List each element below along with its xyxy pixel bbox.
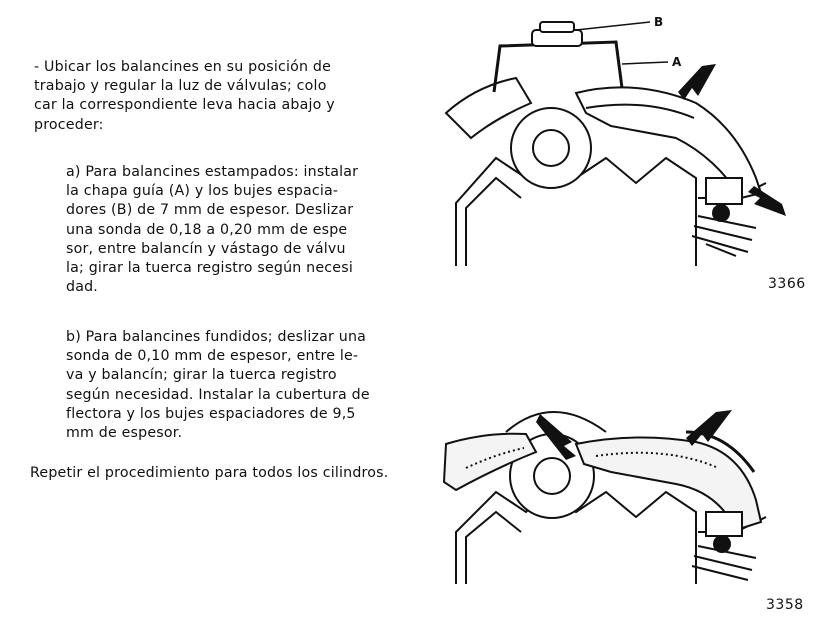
item-b-line-6: mm de espesor. bbox=[66, 425, 183, 442]
item-b-line-1: b) Para balancines fundidos; deslizar una bbox=[66, 329, 367, 345]
item-a-line-3: dores (B) de 7 mm de espesor. Deslizar bbox=[66, 202, 354, 219]
figure-3358-illustration bbox=[436, 372, 796, 588]
intro-line-3: car la correspondiente leva hacia abajo y bbox=[34, 97, 335, 114]
label-a: A bbox=[672, 55, 682, 69]
pointer-arrow-lower bbox=[748, 186, 786, 216]
label-b: B bbox=[654, 15, 664, 29]
item-a-line-6: la; girar la tuerca registro según necesi bbox=[66, 260, 353, 277]
item-b-line-5: flectora y los bujes espaciadores de 9,5 bbox=[66, 405, 356, 422]
item-b-line-3: va y balancín; girar la tuerca registro bbox=[66, 367, 337, 384]
item-a-paragraph bbox=[66, 163, 416, 297]
item-a-line-7: dad. bbox=[66, 279, 99, 296]
pointer-arrow-upper bbox=[678, 64, 716, 100]
figure-number-3358: 3358 bbox=[766, 597, 804, 613]
intro-paragraph bbox=[34, 58, 414, 135]
figure-3366-illustration bbox=[436, 8, 796, 270]
item-a-line-1: a) Para balancines estampados: instalar bbox=[66, 164, 359, 180]
item-a-line-5: sor, entre balancín y vástago de válvu bbox=[66, 240, 346, 257]
item-b-line-4: según necesidad. Instalar la cubertura de bbox=[66, 386, 370, 403]
intro-line-4: proceder: bbox=[34, 116, 104, 133]
intro-line-1: - Ubicar los balancines en su posición de bbox=[34, 59, 332, 75]
intro-line-2: trabajo y regular la luz de válvulas; colo bbox=[34, 78, 327, 95]
item-a-line-4: una sonda de 0,18 a 0,20 mm de espe bbox=[66, 221, 348, 238]
closing-paragraph bbox=[30, 464, 430, 483]
closing-line: Repetir el procedimiento para todos los cilindros. bbox=[30, 465, 389, 481]
camshaft-lobe bbox=[511, 108, 591, 188]
item-a-line-2: la chapa guía (A) y los bujes espacia- bbox=[66, 183, 339, 200]
pointer-arrow-right bbox=[686, 410, 732, 446]
item-b-paragraph bbox=[66, 328, 416, 443]
item-b-line-2: sonda de 0,10 mm de espesor, entre le- bbox=[66, 348, 359, 365]
figure-number-3366: 3366 bbox=[768, 276, 806, 292]
